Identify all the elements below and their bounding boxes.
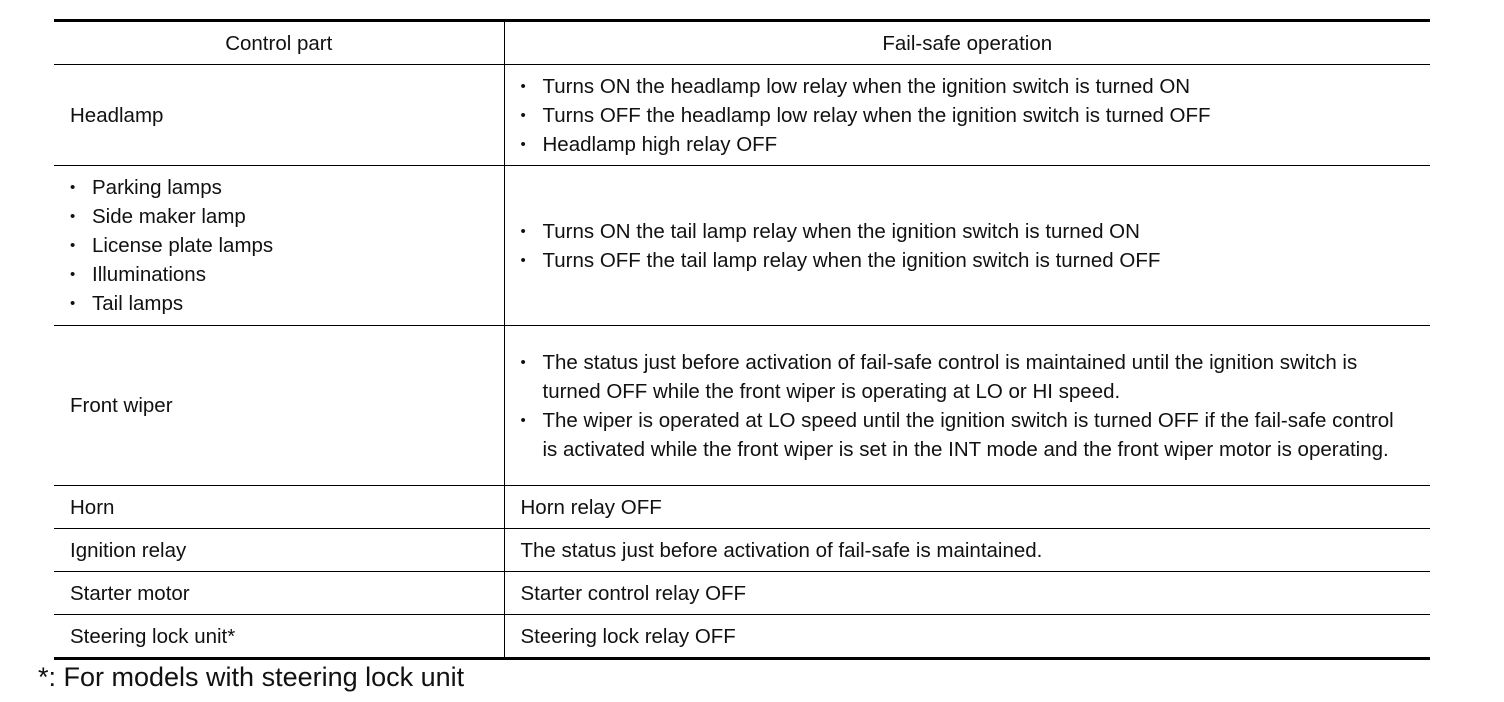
row-control-headlamp: Headlamp: [54, 65, 504, 166]
row-operation-steering-lock: Steering lock relay OFF: [504, 615, 1430, 659]
row-operation-lamps: [504, 166, 1430, 326]
table-row: [54, 615, 1430, 659]
list-item: [70, 202, 488, 231]
list-item-text: Parking lamps: [92, 176, 222, 199]
table-row: [54, 326, 1430, 486]
list-item-text: Turns ON the headlamp low relay when the ignition switch is turned ON: [542, 74, 1191, 98]
list-item: [521, 348, 1415, 406]
row-control-steering-lock: Steering lock unit*: [54, 615, 504, 659]
bullet-icon: •: [70, 208, 76, 225]
header-control-part: Control part: [54, 21, 504, 65]
bullet-icon: •: [520, 106, 526, 124]
list-item-text: Turns ON the tail lamp relay when the ignition switch is turned ON: [542, 219, 1140, 243]
list-item: [70, 231, 488, 260]
table-row: [54, 65, 1430, 166]
row-operation-headlamp: [504, 65, 1430, 166]
table-row: [54, 166, 1430, 326]
bullet-icon: •: [70, 266, 76, 283]
row-control-lamps: [54, 166, 504, 326]
list-item-text: Turns OFF the headlamp low relay when the ignition switch is turned OFF: [542, 103, 1211, 127]
list-item: [521, 246, 1415, 275]
table-header-row: [54, 21, 1430, 65]
bullet-icon: •: [70, 295, 76, 312]
list-item: [70, 260, 488, 289]
list-item-text: Illuminations: [92, 263, 206, 286]
bullet-icon: •: [520, 411, 526, 429]
bullet-icon: •: [70, 237, 76, 254]
table-row: [54, 572, 1430, 615]
list-item-text: Headlamp high relay OFF: [542, 132, 778, 156]
list-item-text: The status just before activation of fail-safe control is maintained until the ignition switch is turned OFF while the front wiper is operating at LO or HI speed.: [542, 350, 1358, 403]
row-operation-starter-motor: Starter control relay OFF: [504, 572, 1430, 615]
row-operation-horn: Horn relay OFF: [504, 486, 1430, 529]
list-item-text: Tail lamps: [92, 292, 184, 315]
row-control-ignition-relay: Ignition relay: [54, 529, 504, 572]
list-item: [521, 217, 1415, 246]
row-control-front-wiper: Front wiper: [54, 326, 504, 486]
control-list: [70, 173, 488, 318]
list-item: [521, 101, 1415, 130]
list-item: [521, 130, 1415, 159]
row-control-horn: Horn: [54, 486, 504, 529]
row-operation-front-wiper: [504, 326, 1430, 486]
row-operation-ignition-relay: The status just before activation of fail-safe is maintained.: [504, 529, 1430, 572]
operation-list: [521, 72, 1415, 159]
list-item: [521, 72, 1415, 101]
fail-safe-table: [54, 19, 1430, 660]
list-item: [70, 173, 488, 202]
table-row: [54, 486, 1430, 529]
bullet-icon: •: [520, 251, 526, 269]
header-fail-safe-operation: Fail-safe operation: [504, 21, 1430, 65]
list-item-text: Side maker lamp: [92, 205, 246, 228]
list-item: [521, 406, 1415, 464]
bullet-icon: •: [520, 353, 526, 371]
list-item-text: Turns OFF the tail lamp relay when the ignition switch is turned OFF: [542, 248, 1161, 272]
bullet-icon: •: [520, 222, 526, 240]
operation-list: [521, 217, 1415, 275]
list-item-text: The wiper is operated at LO speed until the ignition switch is turned OFF if the fail-safe control is activated while the front wiper is set in the INT mode and the front wiper motor is operating.: [542, 408, 1394, 461]
list-item-text: License plate lamps: [92, 234, 274, 257]
bullet-icon: •: [520, 77, 526, 95]
footnote: *: For models with steering lock unit: [38, 662, 465, 692]
bullet-icon: •: [520, 135, 526, 153]
bullet-icon: •: [70, 179, 76, 196]
row-control-starter-motor: Starter motor: [54, 572, 504, 615]
operation-list: [521, 348, 1415, 464]
list-item: [70, 289, 488, 318]
table-row: [54, 529, 1430, 572]
